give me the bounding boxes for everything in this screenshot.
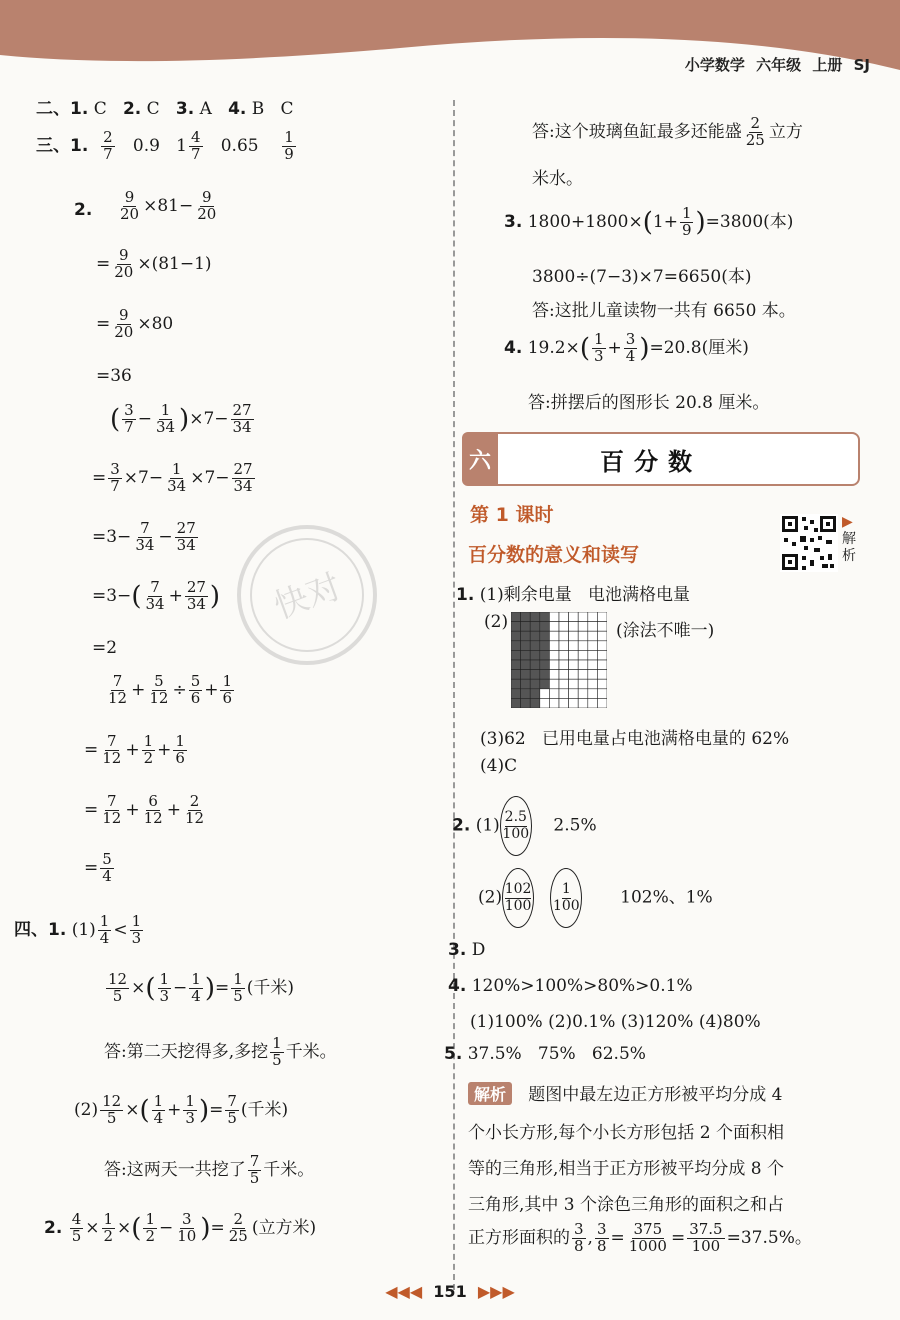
q2-number: 2. [74, 200, 93, 220]
grid-cell [530, 622, 540, 632]
grid-cell [530, 641, 540, 651]
grid-cell [549, 660, 559, 670]
grid-cell [597, 622, 607, 632]
grid-cell [540, 698, 550, 708]
p4: 4. 120%>100%>80%>0.1% [448, 976, 693, 996]
grid-cell [511, 698, 521, 708]
grid-cell [549, 650, 559, 660]
grid-cell [511, 622, 521, 632]
q2-line6: = $\frac{3}{7}$ ×7− $\frac{1}{34}$ ×7− $\frac{27}{34}$ [92, 460, 253, 495]
grid-cell [540, 679, 550, 689]
grid-cell [588, 622, 598, 632]
grid-cell [597, 641, 607, 651]
section-3-answers: 三、1. $\frac{2}{7}$ 0.9 1 $\frac{4}{7}$ 0.65 $\frac{1}{9}$ [36, 128, 294, 163]
q2-line12: = $\frac{7}{12}$ + $\frac{6}{12}$ + $\frac{2}{12}$ [84, 792, 205, 827]
s4-q2: 2. $\frac{4}{5}$ × $\frac{1}{2}$ ×( $\frac{1}{2}$ − $\frac{3}{10}$ )= $\frac{2}{25}$ (立方米) [44, 1210, 317, 1245]
grid-cell [588, 698, 598, 708]
grid-cell [597, 650, 607, 660]
grid-cell [549, 679, 559, 689]
play-icon: ▶ [842, 514, 853, 530]
grid-cell [578, 631, 588, 641]
grid-cell [511, 641, 521, 651]
grid-cell [540, 650, 550, 660]
grid-cell [530, 650, 540, 660]
q2-line5: ( $\frac{3}{7}$ − $\frac{1}{34}$ )×7− $\frac{27}{34}$ [110, 401, 252, 436]
section-2-answers: 二、1. C 2. C 3. A 4. B C [36, 99, 294, 119]
grid-cell [569, 612, 579, 622]
q2-line4: =36 [96, 366, 132, 386]
q2-line3: = $\frac{9}{20}$ ×80 [96, 306, 174, 341]
grid-cell [530, 660, 540, 670]
battery-grid [511, 612, 607, 708]
grid-cell [540, 612, 550, 622]
grid-cell [540, 670, 550, 680]
grid-cell [521, 670, 531, 680]
p5-explain-5: 正方形面积的 $\frac{3}{8}$ , $\frac{3}{8}$ = $\frac{375}{1000}$ = $\frac{37.5}{100}$ =37.5%。 [468, 1220, 812, 1255]
grid-cell [530, 698, 540, 708]
grid-cell [549, 641, 559, 651]
watermark-stamp [232, 520, 382, 670]
grid-cell [549, 622, 559, 632]
section-title: 百分数 [600, 448, 702, 476]
p2-part1: 2. (1) $\frac{2.5}{100}$ 2.5% [452, 796, 597, 856]
grid-cell [521, 641, 531, 651]
edition: SJ [853, 56, 870, 74]
p1-part4: (4)C [480, 756, 518, 776]
q2-line8: =3−( $\frac{7}{34}$ + $\frac{27}{34}$ ) [92, 578, 221, 613]
grid-cell [597, 679, 607, 689]
grid-cell [511, 670, 521, 680]
answer-fishtank-line2: 米水。 [532, 169, 583, 189]
p1-note: (涂法不唯一) [616, 621, 715, 641]
grid-cell [521, 679, 531, 689]
grid-cell [549, 670, 559, 680]
grid-cell [540, 660, 550, 670]
p4-line2: (1)100% (2)0.1% (3)120% (4)80% [470, 1012, 761, 1032]
grid-cell [588, 670, 598, 680]
grid-cell [588, 650, 598, 660]
section-4-q1: 四、1. (1) $\frac{1}{4}$ < $\frac{1}{3}$ [14, 912, 142, 947]
grid-cell [559, 612, 569, 622]
p1-part2-label: (2) [484, 612, 509, 632]
p5-explain-1: 解析 题图中最左边正方形被平均分成 4 [468, 1080, 782, 1105]
grid-cell [597, 660, 607, 670]
grid-cell [569, 641, 579, 651]
s4-eq1: $\frac{12}{5}$ ×( $\frac{1}{3}$ − $\frac{1}{4}$ )= $\frac{1}{5}$ (千米) [108, 970, 295, 1005]
prev-arrows-icon: ◀◀◀ [385, 1282, 423, 1301]
grid-cell [559, 698, 569, 708]
grid-cell [530, 689, 540, 699]
grid-cell [588, 660, 598, 670]
q2-line11: = $\frac{7}{12}$ + $\frac{1}{2}$ + $\frac{1}{6}$ [84, 732, 185, 767]
grid-cell [530, 612, 540, 622]
grid-cell [521, 631, 531, 641]
grade: 六年级 [756, 56, 802, 74]
grid-cell [597, 612, 607, 622]
q2-line2: = $\frac{9}{20}$ ×(81−1) [96, 246, 212, 281]
subject: 小学数学 [684, 56, 745, 74]
lesson-name: 百分数的意义和读写 [468, 544, 640, 566]
grid-cell [511, 660, 521, 670]
grid-cell [521, 698, 531, 708]
p5-explain-3: 等的三角形,相当于正方形被平均分成 8 个 [468, 1159, 785, 1179]
p5-explain-4: 三角形,其中 3 个涂色三角形的面积之和占 [468, 1195, 785, 1215]
book-header [685, 54, 870, 75]
r-q3-answer: 答:这批儿童读物一共有 6650 本。 [532, 301, 796, 321]
q2-line9: =2 [92, 638, 118, 658]
q2-line1: $\frac{9}{20}$ ×81− $\frac{9}{20}$ [120, 188, 217, 223]
grid-cell [578, 670, 588, 680]
grid-cell [597, 670, 607, 680]
s4-answer1: 答:第二天挖得多,多挖 $\frac{1}{5}$ 千米。 [104, 1034, 337, 1069]
p5-explain-2: 个小长方形,每个小长方形包括 2 个面积相 [468, 1123, 785, 1143]
svg-text:快对: 快对 [268, 566, 347, 628]
r-q4-answer: 答:拼摆后的图形长 20.8 厘米。 [528, 393, 770, 413]
answer-fishtank: 答:这个玻璃鱼缸最多还能盛 $\frac{2}{25}$ 立方 [532, 114, 803, 149]
grid-cell [559, 660, 569, 670]
grid-cell [588, 612, 598, 622]
grid-cell [578, 612, 588, 622]
page-number: 151 [433, 1282, 467, 1301]
grid-cell [549, 631, 559, 641]
grid-cell [569, 650, 579, 660]
grid-cell [559, 650, 569, 660]
p1-part3: (3)62 已用电量占电池满格电量的 62% [480, 729, 790, 749]
section-number: 六 [462, 432, 498, 486]
grid-cell [578, 698, 588, 708]
grid-cell [578, 660, 588, 670]
grid-cell [549, 612, 559, 622]
grid-cell [569, 689, 579, 699]
column-divider [453, 100, 455, 1290]
grid-cell [597, 631, 607, 641]
qr-label[interactable]: ▶ 解析 [842, 514, 856, 564]
grid-cell [569, 660, 579, 670]
grid-cell [530, 631, 540, 641]
grid-cell [511, 650, 521, 660]
grid-cell [569, 631, 579, 641]
grid-cell [511, 689, 521, 699]
grid-cell [578, 641, 588, 651]
grid-cell [540, 641, 550, 651]
next-arrows-icon: ▶▶▶ [477, 1282, 515, 1301]
grid-cell [588, 679, 598, 689]
qr-code-icon[interactable] [780, 514, 838, 572]
grid-cell [578, 689, 588, 699]
p2-part2: (2) $\frac{102}{100}$ $\frac{1}{100}$ 102%、1% [478, 868, 713, 928]
q2-line7: =3− $\frac{7}{34}$ − $\frac{27}{34}$ [92, 519, 196, 554]
r-q3-line2: 3800÷(7−3)×7=6650(本) [532, 267, 752, 287]
grid-cell [569, 622, 579, 632]
grid-cell [559, 689, 569, 699]
grid-cell [521, 650, 531, 660]
grid-cell [521, 612, 531, 622]
grid-cell [559, 670, 569, 680]
grid-cell [559, 622, 569, 632]
grid-cell [578, 622, 588, 632]
grid-cell [511, 679, 521, 689]
grid-cell [588, 641, 598, 651]
p5: 5. 37.5% 75% 62.5% [444, 1044, 646, 1064]
r-q3: 3. 1800+1800×(1+ $\frac{1}{9}$ )=3800(本) [504, 204, 794, 239]
grid-cell [549, 689, 559, 699]
r-q4: 4. 19.2×( $\frac{1}{3}$ + $\frac{3}{4}$ )=20.8(厘米) [504, 330, 749, 365]
lesson-number: 第 1 课时 [470, 504, 554, 526]
grid-cell [559, 631, 569, 641]
grid-cell [511, 631, 521, 641]
grid-cell [578, 650, 588, 660]
grid-cell [578, 679, 588, 689]
grid-cell [540, 631, 550, 641]
grid-cell [569, 698, 579, 708]
grid-cell [540, 622, 550, 632]
grid-cell [549, 698, 559, 708]
grid-cell [521, 689, 531, 699]
volume: 上册 [812, 56, 843, 74]
grid-cell [559, 641, 569, 651]
grid-cell [597, 698, 607, 708]
grid-cell [540, 689, 550, 699]
grid-cell [511, 612, 521, 622]
grid-cell [588, 631, 598, 641]
grid-cell [530, 679, 540, 689]
page-footer [0, 1282, 900, 1301]
p1-line1: 1. (1)剩余电量 电池满格电量 [456, 585, 691, 605]
grid-cell [569, 670, 579, 680]
s4-answer2: 答:这两天一共挖了 $\frac{7}{5}$ 千米。 [104, 1152, 315, 1187]
q2-line10: $\frac{7}{12}$ + $\frac{5}{12}$ ÷ $\frac{5}{6}$ + $\frac{1}{6}$ [108, 672, 233, 707]
grid-cell [521, 622, 531, 632]
s4-eq2: (2) $\frac{12}{5}$ ×( $\frac{1}{4}$ + $\frac{1}{3}$ )= $\frac{7}{5}$ (千米) [74, 1092, 289, 1127]
grid-cell [597, 689, 607, 699]
grid-cell [588, 689, 598, 699]
grid-cell [521, 660, 531, 670]
grid-cell [530, 670, 540, 680]
q2-line13: = $\frac{5}{4}$ [84, 850, 112, 885]
grid-cell [569, 679, 579, 689]
analysis-tag: 解析 [468, 1082, 512, 1105]
grid-cell [559, 679, 569, 689]
p3: 3. D [448, 940, 486, 960]
